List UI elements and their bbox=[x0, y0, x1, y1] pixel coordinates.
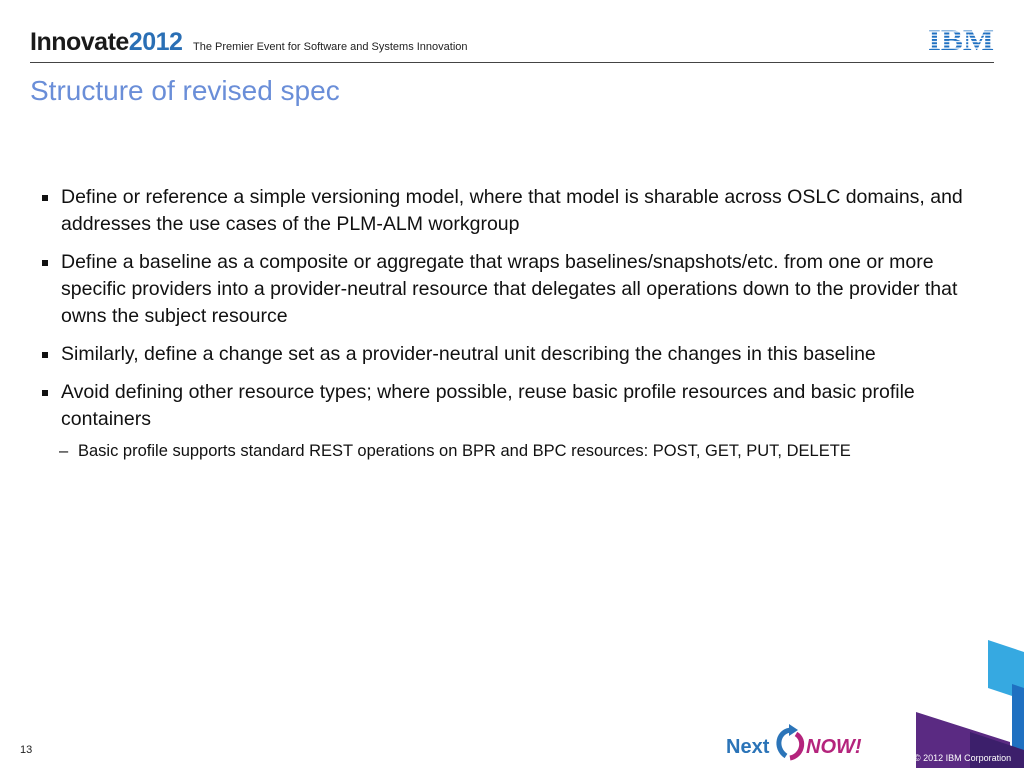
sub-bullet-text: Basic profile supports standard REST operations on BPR and BPC resources: POST, GET, PUT, DELETE bbox=[78, 442, 851, 460]
slide-title: Structure of revised spec bbox=[30, 75, 340, 106]
slide-body bbox=[40, 184, 995, 463]
bullet-text: Define or reference a simple versioning model, where that model is sharable across OSLC domains, and addresses the use cases of the PLM-ALM workgroup bbox=[61, 186, 963, 235]
square-bullet-icon bbox=[42, 195, 48, 201]
ibm-logo-text: IBM bbox=[928, 26, 994, 52]
decorative-corner-graphic bbox=[860, 640, 1024, 768]
bullet-text: Avoid defining other resource types; where possible, reuse basic profile resources and basic profile containers bbox=[61, 381, 915, 430]
brand-year: 2012 bbox=[128, 28, 183, 56]
square-bullet-icon bbox=[42, 352, 48, 358]
bullet-text: Similarly, define a change set as a provider-neutral unit describing the changes in this baseline bbox=[61, 343, 876, 365]
bullet-item bbox=[40, 379, 995, 433]
bullet-item bbox=[40, 184, 995, 238]
header-divider bbox=[30, 62, 994, 63]
slide-header bbox=[0, 0, 1024, 64]
bullet-text: Define a baseline as a composite or aggregate that wraps baselines/snapshots/etc. from one or more specific providers into a provider-neutral resource that delegates all operations down to the provider that owns the subject resource bbox=[61, 251, 958, 327]
slide-number: 13 bbox=[20, 744, 33, 756]
sub-bullet-item bbox=[40, 439, 995, 463]
copyright-notice: © 2012 IBM Corporation bbox=[914, 753, 1012, 763]
ibm-logo bbox=[928, 26, 994, 52]
dash-marker: – bbox=[59, 442, 69, 460]
now-text: NOW! bbox=[806, 736, 862, 758]
next-text: Next bbox=[726, 736, 770, 758]
event-tagline: The Premier Event for Software and Systems Innovation bbox=[193, 41, 468, 53]
bullet-item bbox=[40, 249, 995, 330]
arrow-swirl-icon bbox=[779, 724, 802, 758]
square-bullet-icon bbox=[42, 260, 48, 266]
next-now-logo bbox=[726, 724, 866, 764]
brand-word: Innovate bbox=[30, 28, 129, 56]
innovate-2012-logo bbox=[30, 28, 182, 56]
square-bullet-icon bbox=[42, 390, 48, 396]
bullet-item bbox=[40, 341, 995, 368]
